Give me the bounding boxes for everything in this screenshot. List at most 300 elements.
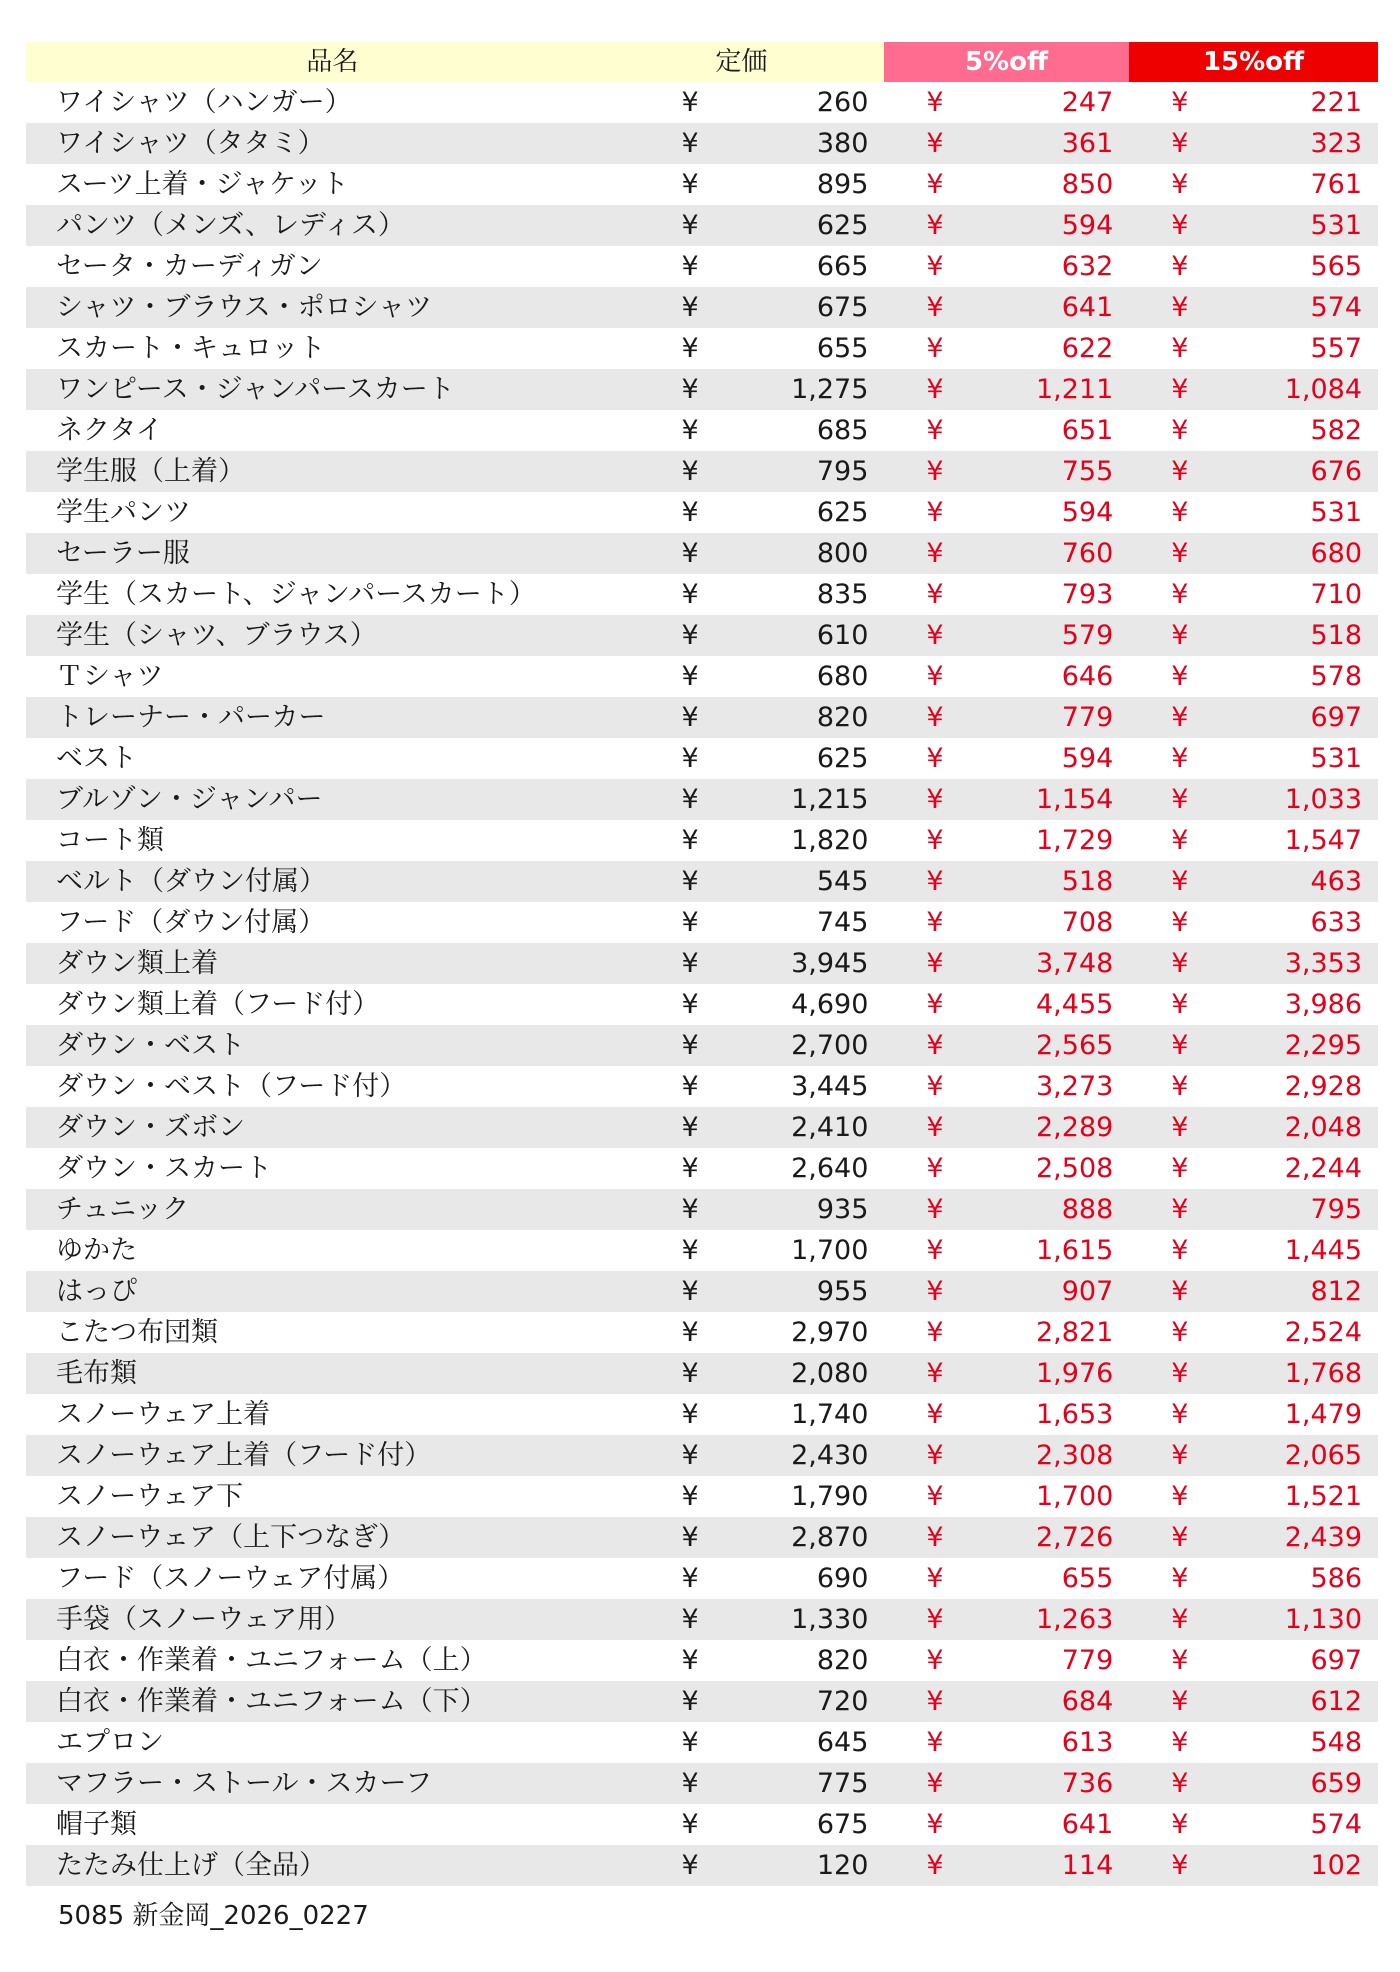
- price-5-off-value: 622: [1061, 333, 1114, 364]
- price-5-off-cell: [884, 533, 1129, 574]
- price-5-off-cell: [884, 615, 1129, 656]
- yen-symbol: ¥: [681, 1850, 699, 1881]
- yen-symbol: ¥: [681, 128, 699, 159]
- yen-symbol: ¥: [681, 1317, 699, 1348]
- price-5-off-cell: [884, 1394, 1129, 1435]
- list-price-value: 3,945: [791, 948, 869, 979]
- yen-symbol: ¥: [1171, 333, 1189, 364]
- table-row: [26, 1517, 1378, 1558]
- item-name: 学生服（上着）: [56, 456, 245, 487]
- price-15-off-value: 586: [1310, 1563, 1363, 1594]
- yen-symbol: ¥: [1171, 579, 1189, 610]
- yen-symbol: ¥: [681, 1522, 699, 1553]
- list-price-cell: [640, 1394, 885, 1435]
- yen-symbol: ¥: [1171, 87, 1189, 118]
- price-15-off-cell: [1129, 820, 1378, 861]
- price-15-off-value: 3,353: [1284, 948, 1363, 979]
- item-name: はっぴ: [56, 1276, 137, 1307]
- price-5-off-cell: [884, 1763, 1129, 1804]
- list-price-value: 1,820: [791, 825, 869, 856]
- price-15-off-cell: [1129, 123, 1378, 164]
- list-price-value: 4,690: [791, 989, 869, 1020]
- price-5-off-cell: [884, 1312, 1129, 1353]
- list-price-cell: [640, 1312, 885, 1353]
- table-row: [26, 328, 1378, 369]
- item-name: セーラー服: [56, 538, 190, 569]
- price-5-off-value: 1,653: [1036, 1399, 1114, 1430]
- yen-symbol: ¥: [681, 497, 699, 528]
- price-15-off-value: 565: [1310, 251, 1363, 282]
- price-5-off-cell: [884, 123, 1129, 164]
- yen-symbol: ¥: [1171, 948, 1189, 979]
- price-5-off-value: 850: [1061, 169, 1114, 200]
- yen-symbol: ¥: [681, 333, 699, 364]
- price-5-off-cell: [884, 82, 1129, 123]
- item-name: ワイシャツ（ハンガー）: [56, 87, 352, 118]
- list-price-cell: [640, 369, 885, 410]
- price-5-off-value: 2,508: [1036, 1153, 1114, 1184]
- list-price-cell: [640, 1558, 885, 1599]
- item-name: Ｔシャツ: [56, 661, 164, 692]
- price-15-off-value: 323: [1310, 128, 1363, 159]
- yen-symbol: ¥: [681, 1153, 699, 1184]
- footer-code: 5085 新金岡_2026_0227: [58, 1901, 369, 1931]
- item-name: ブルゾン・ジャンパー: [56, 784, 323, 815]
- table-row: [26, 451, 1378, 492]
- price-15-off-value: 2,244: [1284, 1153, 1363, 1184]
- yen-symbol: ¥: [1171, 169, 1189, 200]
- item-name: エプロン: [56, 1727, 164, 1758]
- price-15-off-cell: [1129, 1230, 1378, 1271]
- price-15-off-value: 102: [1310, 1850, 1363, 1881]
- table-row: [26, 1845, 1378, 1886]
- list-price-value: 680: [816, 661, 869, 692]
- price-15-off-value: 1,084: [1284, 374, 1363, 405]
- yen-symbol: ¥: [681, 784, 699, 815]
- yen-symbol: ¥: [681, 1358, 699, 1389]
- yen-symbol: ¥: [1171, 1112, 1189, 1143]
- item-name: ダウン・ズボン: [56, 1112, 245, 1143]
- price-15-off-cell: [1129, 779, 1378, 820]
- item-name: ワイシャツ（タタミ）: [56, 128, 325, 159]
- price-15-off-cell: [1129, 1599, 1378, 1640]
- yen-symbol: ¥: [926, 538, 944, 569]
- price-15-off-cell: [1129, 1681, 1378, 1722]
- list-price-value: 1,700: [791, 1235, 869, 1266]
- yen-symbol: ¥: [681, 620, 699, 651]
- list-price-value: 625: [816, 497, 869, 528]
- yen-symbol: ¥: [926, 989, 944, 1020]
- price-15-off-value: 1,130: [1284, 1604, 1363, 1635]
- list-price-value: 675: [816, 292, 869, 323]
- list-price-cell: [640, 1845, 885, 1886]
- table-row: [26, 369, 1378, 410]
- price-5-off-cell: [884, 820, 1129, 861]
- price-5-off-cell: [884, 287, 1129, 328]
- yen-symbol: ¥: [681, 702, 699, 733]
- price-5-off-cell: [884, 205, 1129, 246]
- yen-symbol: ¥: [1171, 292, 1189, 323]
- table-row: [26, 1640, 1378, 1681]
- item-name: ベスト: [56, 743, 137, 774]
- yen-symbol: ¥: [1171, 1235, 1189, 1266]
- list-price-value: 685: [816, 415, 869, 446]
- yen-symbol: ¥: [681, 538, 699, 569]
- yen-symbol: ¥: [681, 415, 699, 446]
- list-price-value: 795: [816, 456, 869, 487]
- price-15-off-value: 1,768: [1284, 1358, 1363, 1389]
- price-15-off-cell: [1129, 1394, 1378, 1435]
- list-price-cell: [640, 205, 885, 246]
- price-15-off-cell: [1129, 1189, 1378, 1230]
- yen-symbol: ¥: [1171, 1563, 1189, 1594]
- table-row: [26, 902, 1378, 943]
- yen-symbol: ¥: [1171, 374, 1189, 405]
- list-price-cell: [640, 533, 885, 574]
- yen-symbol: ¥: [1171, 210, 1189, 241]
- item-name: ダウン・ベスト: [56, 1030, 245, 1061]
- table-row: [26, 574, 1378, 615]
- price-5-off-value: 1,729: [1036, 825, 1114, 856]
- yen-symbol: ¥: [1171, 1358, 1189, 1389]
- price-5-off-cell: [884, 369, 1129, 410]
- list-price-value: 2,970: [791, 1317, 869, 1348]
- yen-symbol: ¥: [1171, 1030, 1189, 1061]
- yen-symbol: ¥: [681, 374, 699, 405]
- list-price-cell: [640, 1640, 885, 1681]
- table-row: [26, 820, 1378, 861]
- yen-symbol: ¥: [1171, 1604, 1189, 1635]
- table-row: [26, 1722, 1378, 1763]
- price-5-off-value: 779: [1061, 1645, 1114, 1676]
- yen-symbol: ¥: [926, 866, 944, 897]
- table-row: [26, 656, 1378, 697]
- list-price-cell: [640, 410, 885, 451]
- yen-symbol: ¥: [681, 1071, 699, 1102]
- yen-symbol: ¥: [1171, 1276, 1189, 1307]
- yen-symbol: ¥: [926, 784, 944, 815]
- yen-symbol: ¥: [926, 1686, 944, 1717]
- price-15-off-value: 2,928: [1284, 1071, 1363, 1102]
- table-row: [26, 861, 1378, 902]
- list-price-value: 955: [816, 1276, 869, 1307]
- yen-symbol: ¥: [1171, 989, 1189, 1020]
- table-row: [26, 1394, 1378, 1435]
- list-price-value: 895: [816, 169, 869, 200]
- price-5-off-cell: [884, 492, 1129, 533]
- price-5-off-value: 684: [1061, 1686, 1114, 1717]
- item-name: シャツ・ブラウス・ポロシャツ: [56, 292, 433, 323]
- list-price-value: 645: [816, 1727, 869, 1758]
- yen-symbol: ¥: [926, 1112, 944, 1143]
- table-header: [26, 42, 1378, 82]
- price-15-off-value: 612: [1310, 1686, 1363, 1717]
- table-row: [26, 738, 1378, 779]
- price-5-off-value: 793: [1061, 579, 1114, 610]
- item-name: マフラー・ストール・スカーフ: [56, 1768, 433, 1799]
- list-price-value: 820: [816, 1645, 869, 1676]
- price-5-off-cell: [884, 1476, 1129, 1517]
- price-15-off-cell: [1129, 410, 1378, 451]
- yen-symbol: ¥: [926, 620, 944, 651]
- price-15-off-cell: [1129, 1845, 1378, 1886]
- yen-symbol: ¥: [926, 1481, 944, 1512]
- yen-symbol: ¥: [681, 1194, 699, 1225]
- list-price-cell: [640, 1763, 885, 1804]
- table-row: [26, 1312, 1378, 1353]
- yen-symbol: ¥: [926, 456, 944, 487]
- yen-symbol: ¥: [926, 1522, 944, 1553]
- list-price-cell: [640, 246, 885, 287]
- list-price-cell: [640, 492, 885, 533]
- table-row: [26, 1599, 1378, 1640]
- price-5-off-cell: [884, 1722, 1129, 1763]
- price-5-off-value: 4,455: [1036, 989, 1114, 1020]
- list-price-cell: [640, 1435, 885, 1476]
- price-15-off-cell: [1129, 1435, 1378, 1476]
- list-price-cell: [640, 1189, 885, 1230]
- list-price-value: 1,215: [791, 784, 869, 815]
- item-name: ダウン・ベスト（フード付）: [56, 1071, 407, 1102]
- item-name: スノーウェア下: [56, 1481, 244, 1512]
- item-name: たたみ仕上げ（全品）: [56, 1850, 326, 1881]
- yen-symbol: ¥: [681, 866, 699, 897]
- price-15-off-value: 633: [1310, 907, 1363, 938]
- list-price-cell: [640, 1681, 885, 1722]
- list-price-value: 380: [816, 128, 869, 159]
- price-15-off-value: 578: [1310, 661, 1363, 692]
- price-5-off-cell: [884, 451, 1129, 492]
- price-5-off-cell: [884, 1107, 1129, 1148]
- header-list-price-label: 定価: [715, 47, 768, 77]
- table-row: [26, 615, 1378, 656]
- price-5-off-value: 736: [1061, 1768, 1114, 1799]
- list-price-value: 690: [816, 1563, 869, 1594]
- item-name: こたつ布団類: [56, 1317, 218, 1348]
- table-row: [26, 533, 1378, 574]
- table-row: [26, 779, 1378, 820]
- item-name: パンツ（メンズ、レディス）: [56, 210, 405, 241]
- list-price-cell: [640, 123, 885, 164]
- price-5-off-value: 518: [1061, 866, 1114, 897]
- price-15-off-value: 761: [1310, 169, 1363, 200]
- price-15-off-cell: [1129, 1271, 1378, 1312]
- yen-symbol: ¥: [1171, 907, 1189, 938]
- yen-symbol: ¥: [681, 1768, 699, 1799]
- list-price-cell: [640, 902, 885, 943]
- item-name: 白衣・作業着・ユニフォーム（上）: [56, 1645, 487, 1676]
- item-name: ダウン類上着（フード付）: [56, 989, 380, 1020]
- item-name: 学生パンツ: [56, 497, 191, 528]
- price-15-off-cell: [1129, 492, 1378, 533]
- item-name: スノーウェア上着（フード付）: [56, 1440, 432, 1471]
- price-15-off-value: 221: [1310, 87, 1363, 118]
- yen-symbol: ¥: [926, 1727, 944, 1758]
- price-5-off-value: 594: [1061, 497, 1114, 528]
- item-name: 手袋（スノーウェア用）: [56, 1604, 352, 1635]
- price-5-off-value: 651: [1061, 415, 1114, 446]
- yen-symbol: ¥: [1171, 1071, 1189, 1102]
- price-5-off-value: 1,211: [1036, 374, 1114, 405]
- yen-symbol: ¥: [1171, 538, 1189, 569]
- price-15-off-cell: [1129, 615, 1378, 656]
- table-row: [26, 205, 1378, 246]
- list-price-cell: [640, 697, 885, 738]
- price-15-off-value: 548: [1310, 1727, 1363, 1758]
- price-5-off-cell: [884, 697, 1129, 738]
- list-price-cell: [640, 1271, 885, 1312]
- yen-symbol: ¥: [926, 1317, 944, 1348]
- header-5-off: [884, 42, 1129, 82]
- list-price-value: 655: [816, 333, 869, 364]
- table-row: [26, 1230, 1378, 1271]
- yen-symbol: ¥: [1171, 1481, 1189, 1512]
- price-15-off-value: 2,065: [1284, 1440, 1363, 1471]
- table-row: [26, 1271, 1378, 1312]
- item-name: 学生（スカート、ジャンパースカート）: [56, 579, 536, 610]
- price-15-off-value: 463: [1310, 866, 1363, 897]
- price-5-off-value: 755: [1061, 456, 1114, 487]
- item-name: 白衣・作業着・ユニフォーム（下）: [56, 1686, 487, 1717]
- price-5-off-cell: [884, 1558, 1129, 1599]
- price-5-off-cell: [884, 738, 1129, 779]
- yen-symbol: ¥: [681, 1112, 699, 1143]
- list-price-value: 2,410: [791, 1112, 869, 1143]
- list-price-cell: [640, 1722, 885, 1763]
- yen-symbol: ¥: [1171, 1850, 1189, 1881]
- list-price-cell: [640, 1025, 885, 1066]
- yen-symbol: ¥: [926, 1276, 944, 1307]
- yen-symbol: ¥: [926, 661, 944, 692]
- price-5-off-value: 3,273: [1036, 1071, 1114, 1102]
- yen-symbol: ¥: [1171, 1645, 1189, 1676]
- price-5-off-cell: [884, 943, 1129, 984]
- item-name: ワンピース・ジャンパースカート: [56, 374, 455, 405]
- price-5-off-value: 2,726: [1036, 1522, 1114, 1553]
- list-price-cell: [640, 1353, 885, 1394]
- price-5-off-cell: [884, 902, 1129, 943]
- item-name: チュニック: [56, 1194, 190, 1225]
- table-row: [26, 164, 1378, 205]
- yen-symbol: ¥: [926, 1153, 944, 1184]
- yen-symbol: ¥: [926, 1399, 944, 1430]
- price-15-off-cell: [1129, 82, 1378, 123]
- yen-symbol: ¥: [681, 251, 699, 282]
- list-price-cell: [640, 287, 885, 328]
- table-row: [26, 1066, 1378, 1107]
- price-15-off-value: 518: [1310, 620, 1363, 651]
- yen-symbol: ¥: [926, 292, 944, 323]
- list-price-value: 2,870: [791, 1522, 869, 1553]
- list-price-cell: [640, 779, 885, 820]
- yen-symbol: ¥: [926, 1235, 944, 1266]
- table-row: [26, 1804, 1378, 1845]
- yen-symbol: ¥: [1171, 825, 1189, 856]
- yen-symbol: ¥: [1171, 497, 1189, 528]
- table-row: [26, 82, 1378, 123]
- yen-symbol: ¥: [681, 1686, 699, 1717]
- list-price-value: 820: [816, 702, 869, 733]
- item-name: スカート・キュロット: [56, 333, 326, 364]
- price-5-off-value: 594: [1061, 210, 1114, 241]
- list-price-value: 2,640: [791, 1153, 869, 1184]
- price-5-off-cell: [884, 1066, 1129, 1107]
- list-price-cell: [640, 1230, 885, 1271]
- price-15-off-value: 2,439: [1284, 1522, 1363, 1553]
- price-5-off-value: 2,308: [1036, 1440, 1114, 1471]
- table-row: [26, 123, 1378, 164]
- price-15-off-cell: [1129, 943, 1378, 984]
- list-price-cell: [640, 1804, 885, 1845]
- item-name: コート類: [56, 825, 164, 856]
- yen-symbol: ¥: [681, 292, 699, 323]
- yen-symbol: ¥: [1171, 1317, 1189, 1348]
- list-price-cell: [640, 328, 885, 369]
- price-5-off-cell: [884, 1230, 1129, 1271]
- yen-symbol: ¥: [681, 579, 699, 610]
- header-15-off-label: 15%off: [1202, 47, 1305, 77]
- list-price-value: 835: [816, 579, 869, 610]
- yen-symbol: ¥: [681, 1030, 699, 1061]
- yen-symbol: ¥: [926, 1645, 944, 1676]
- yen-symbol: ¥: [681, 825, 699, 856]
- list-price-cell: [640, 82, 885, 123]
- table-row: [26, 1763, 1378, 1804]
- list-price-value: 1,275: [791, 374, 869, 405]
- item-name: ベルト（ダウン付属）: [56, 866, 326, 897]
- yen-symbol: ¥: [1171, 702, 1189, 733]
- price-5-off-cell: [884, 1025, 1129, 1066]
- price-15-off-cell: [1129, 656, 1378, 697]
- list-price-value: 665: [816, 251, 869, 282]
- list-price-value: 720: [816, 1686, 869, 1717]
- price-5-off-value: 655: [1061, 1563, 1114, 1594]
- list-price-value: 745: [816, 907, 869, 938]
- price-15-off-cell: [1129, 164, 1378, 205]
- yen-symbol: ¥: [681, 1440, 699, 1471]
- table-row: [26, 1148, 1378, 1189]
- yen-symbol: ¥: [681, 87, 699, 118]
- yen-symbol: ¥: [681, 1399, 699, 1430]
- list-price-cell: [640, 820, 885, 861]
- table-row: [26, 1353, 1378, 1394]
- price-5-off-cell: [884, 328, 1129, 369]
- list-price-value: 2,080: [791, 1358, 869, 1389]
- price-15-off-cell: [1129, 697, 1378, 738]
- yen-symbol: ¥: [1171, 661, 1189, 692]
- yen-symbol: ¥: [681, 1645, 699, 1676]
- price-15-off-cell: [1129, 1640, 1378, 1681]
- price-5-off-cell: [884, 1640, 1129, 1681]
- list-price-value: 545: [816, 866, 869, 897]
- yen-symbol: ¥: [1171, 1153, 1189, 1184]
- price-15-off-cell: [1129, 984, 1378, 1025]
- yen-symbol: ¥: [926, 825, 944, 856]
- price-15-off-cell: [1129, 1763, 1378, 1804]
- price-5-off-value: 888: [1061, 1194, 1114, 1225]
- yen-symbol: ¥: [1171, 620, 1189, 651]
- price-15-off-value: 812: [1310, 1276, 1363, 1307]
- price-15-off-value: 531: [1310, 497, 1363, 528]
- price-15-off-value: 680: [1310, 538, 1363, 569]
- yen-symbol: ¥: [926, 1850, 944, 1881]
- yen-symbol: ¥: [681, 1727, 699, 1758]
- price-5-off-cell: [884, 1804, 1129, 1845]
- price-15-off-cell: [1129, 1312, 1378, 1353]
- price-5-off-value: 1,976: [1036, 1358, 1114, 1389]
- yen-symbol: ¥: [681, 948, 699, 979]
- item-name: スノーウェア上着: [56, 1399, 271, 1430]
